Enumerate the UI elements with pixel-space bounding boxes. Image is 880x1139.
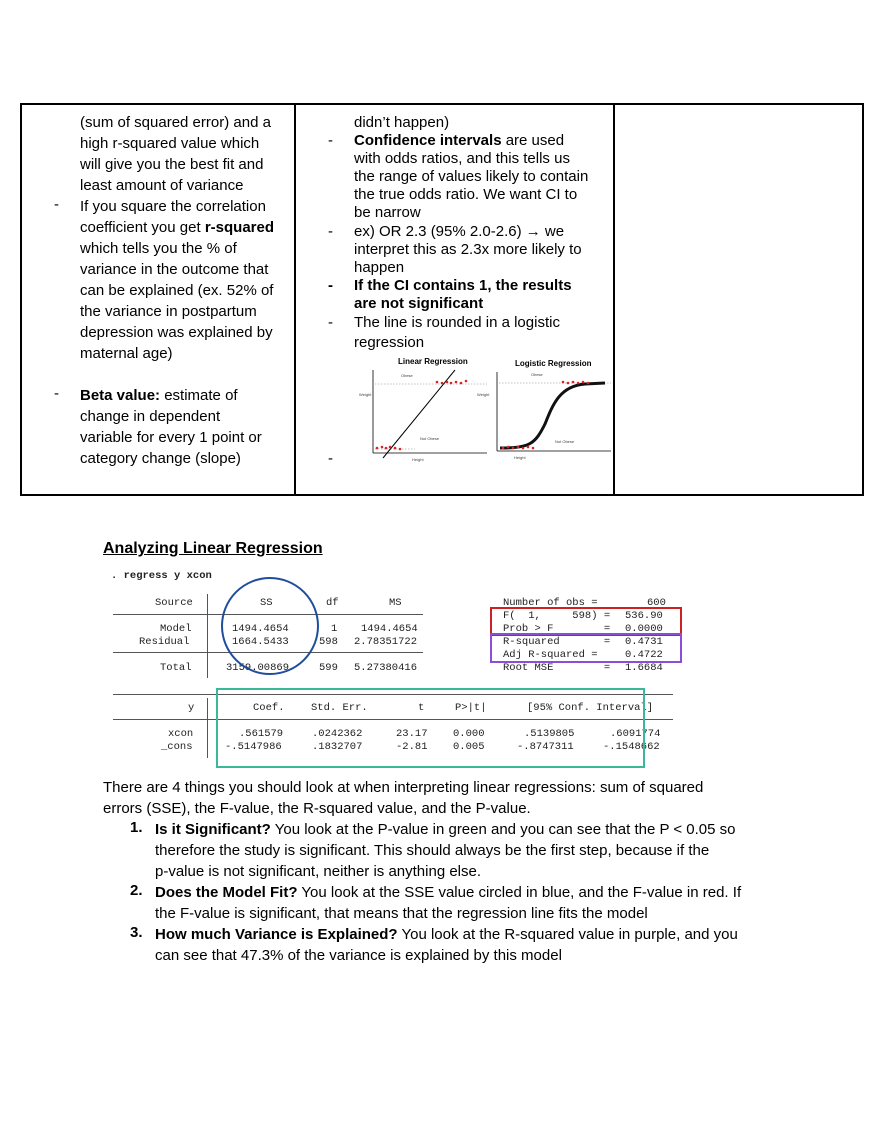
text-line: If you square the correlation <box>80 198 266 215</box>
bullet-dash: - <box>328 223 333 240</box>
intro-line: errors (SSE), the F-value, the R-squared value, and the P-value. <box>103 800 531 817</box>
anova-ms: 2.78351722 <box>354 636 418 648</box>
anova-header-df: df <box>326 597 339 609</box>
coef-ci-hi: -.1548662 <box>603 741 660 753</box>
anova-df: 598 <box>319 636 338 648</box>
stat-label: Number of obs = <box>503 597 598 609</box>
coef-se: .0242362 <box>312 728 363 740</box>
text-line: maternal age) <box>80 345 173 362</box>
stat-label: F( 1, 598) = <box>503 610 611 622</box>
linear-regression-chart <box>359 357 487 462</box>
text-line: variance in the outcome that <box>80 261 269 278</box>
coef-value: .561579 <box>239 728 284 740</box>
p-value-green-box <box>216 688 645 768</box>
coef-header-t: t <box>418 702 425 714</box>
text-line: are not significant <box>354 295 484 312</box>
list-line: Is it Significant? You look at the P-value in green and you can see that the P < 0.05 so <box>155 821 736 838</box>
text-line: Beta value: estimate of <box>80 387 238 404</box>
list-line: Does the Model Fit? You look at the SSE value circled in blue, and the F-value in red. If <box>155 884 742 901</box>
text-line: the true odds ratio. We want CI to <box>354 186 578 203</box>
coef-var: xcon <box>168 728 194 740</box>
anova-ms: 1494.4654 <box>361 623 418 635</box>
text-line: which tells you the % of <box>80 240 237 257</box>
stat-label: Root MSE = <box>503 662 611 674</box>
regression-comparison-figure <box>355 354 613 464</box>
anova-header-ss: SS <box>260 597 273 609</box>
text-line: interpret this as 2.3x more likely to <box>354 241 582 258</box>
list-number: 2. <box>130 882 143 899</box>
list-line: p-value is not significant, neither is anything else. <box>155 863 482 880</box>
coef-var: _cons <box>161 741 193 753</box>
text-line: coefficient you get r-squared <box>80 219 274 236</box>
coef-p: 0.005 <box>453 741 485 753</box>
coef-header-coef: Coef. <box>253 702 285 714</box>
coef-t: -2.81 <box>396 741 428 753</box>
stat-label: Adj R-squared = <box>503 649 598 661</box>
text-line: with odds ratios, and this tells us <box>354 150 570 167</box>
text-line: will give you the best fit and <box>80 156 264 173</box>
text-line: can be explained (ex. 52% of <box>80 282 274 299</box>
anova-source: Residual <box>139 636 190 648</box>
stat-value: 0.4731 <box>625 636 663 648</box>
stat-value: 1.6684 <box>625 662 663 674</box>
height-label: Height <box>514 455 526 460</box>
text-line: The line is rounded in a logistic <box>354 314 560 331</box>
anova-ms: 5.27380416 <box>354 662 418 674</box>
weight-label: Weight <box>477 392 490 397</box>
text-line: ex) OR 2.3 (95% 2.0-2.6) → we <box>354 223 565 240</box>
anova-ss: 1494.4654 <box>232 623 289 635</box>
list-number: 3. <box>130 924 143 941</box>
text-line: variable for every 1 point or <box>80 429 262 446</box>
anova-ss: 1664.5433 <box>232 636 289 648</box>
text-line: Confidence intervals are used <box>354 132 565 149</box>
stata-command: . regress y xcon <box>111 570 212 582</box>
bullet-dash: - <box>54 385 59 402</box>
stat-label: Prob > F = <box>503 623 611 635</box>
text-line: depression was explained by <box>80 324 273 341</box>
section-heading: Analyzing Linear Regression <box>103 540 323 557</box>
list-line: the F-value is significant, that means that the regression line fits the model <box>155 905 648 922</box>
stat-value: 0.4722 <box>625 649 663 661</box>
sse-blue-circle <box>221 577 319 675</box>
r-squared-purple-box <box>490 633 682 663</box>
height-label: Height <box>412 457 424 462</box>
linear-title: Linear Regression <box>398 357 468 366</box>
text-line: change in dependent <box>80 408 221 425</box>
anova-header-ms: MS <box>389 597 402 609</box>
column-divider <box>613 105 615 494</box>
anova-ss: 3159.00869 <box>226 662 290 674</box>
list-line: can see that 47.3% of the variance is explained by this model <box>155 947 562 964</box>
text-line: high r-squared value which <box>80 135 260 152</box>
not-obese-label: Not Obese <box>555 439 575 444</box>
text-line: be narrow <box>354 204 421 221</box>
bullet-dash: - <box>328 132 333 149</box>
text-line: the range of values likely to contain <box>354 168 589 185</box>
list-number: 1. <box>130 819 143 836</box>
coef-ci-lo: .5139805 <box>524 728 575 740</box>
text-line: (sum of squared error) and a <box>80 114 271 131</box>
text-line: happen <box>354 259 405 276</box>
text-line: regression <box>354 334 425 351</box>
coef-header-ci: [95% Conf. Interval] <box>527 702 654 714</box>
text-line: category change (slope) <box>80 450 241 467</box>
stat-value: 536.90 <box>625 610 663 622</box>
bullet-dash: - <box>328 277 333 294</box>
weight-label: Weight <box>359 392 372 397</box>
list-line: How much Variance is Explained? You look at the R-squared value in purple, and you <box>155 926 738 943</box>
coef-value: -.5147986 <box>225 741 282 753</box>
divider <box>207 594 208 678</box>
text-line: the variance in postpartum <box>80 303 257 320</box>
anova-source: Model <box>160 623 192 635</box>
f-value-red-box <box>490 607 682 636</box>
anova-source: Total <box>160 662 192 674</box>
text-line: didn’t happen) <box>354 114 450 131</box>
coef-header-se: Std. Err. <box>311 702 368 714</box>
intro-line: There are 4 things you should look at when interpreting linear regressions: sum of squared <box>103 779 704 796</box>
column-divider <box>294 105 296 494</box>
coef-t: 23.17 <box>396 728 428 740</box>
text-line: least amount of variance <box>80 177 244 194</box>
coef-se: .1832707 <box>312 741 363 753</box>
coef-header-p: P>|t| <box>455 702 487 714</box>
logistic-regression-chart <box>477 359 611 460</box>
text-line: If the CI contains 1, the results <box>354 277 572 294</box>
logistic-title: Logistic Regression <box>515 359 592 368</box>
anova-df: 599 <box>319 662 338 674</box>
coef-p: 0.000 <box>453 728 485 740</box>
coef-ci-lo: -.8747311 <box>517 741 574 753</box>
divider <box>207 698 208 758</box>
bullet-dash: - <box>328 450 333 467</box>
bullet-dash: - <box>328 314 333 331</box>
coef-ci-hi: .6091774 <box>610 728 661 740</box>
not-obese-label: Not Obese <box>420 436 440 441</box>
stat-value: 600 <box>647 597 666 609</box>
stata-regression-output <box>103 566 683 776</box>
list-line: therefore the study is significant. This should always be the first step, because if the <box>155 842 710 859</box>
stat-value: 0.0000 <box>625 623 663 635</box>
anova-df: 1 <box>331 623 338 635</box>
obese-label: Obese <box>401 373 413 378</box>
obese-label: Obese <box>531 372 543 377</box>
coef-header-y: y <box>188 702 195 714</box>
bullet-dash: - <box>54 196 59 213</box>
anova-header-source: Source <box>155 597 193 609</box>
stat-label: R-squared = <box>503 636 611 648</box>
